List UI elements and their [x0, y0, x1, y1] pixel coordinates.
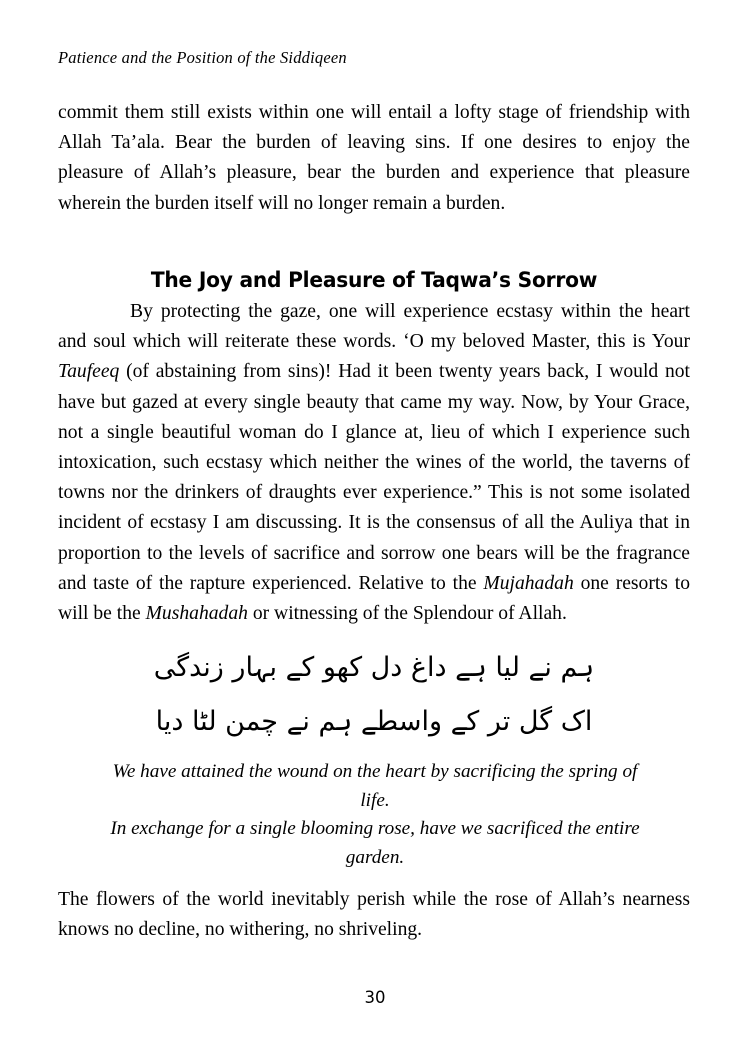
main-text-part-4: or witnessing of the Splendour of Allah. — [247, 603, 567, 625]
term-taufeeq: Taufeeq — [58, 361, 120, 383]
urdu-couplet-line-2: اک گل تر کے واسطے ہم نے چمن لٹا دیا — [155, 706, 593, 737]
main-text-part-1: By protecting the gaze, one will experience ecstasy within the heart and soul which will reiterate these words. ‘O my beloved Master, this is Your — [58, 301, 690, 353]
section-heading: The Joy and Pleasure of Taqwa’s Sorrow — [150, 267, 598, 293]
verse-translation-line-4: garden. — [345, 846, 405, 868]
verse-translation-line-1: We have attained the wound on the heart by sacrificing the spring of — [112, 761, 638, 782]
main-text-part-2: (of abstaining from sins)! Had it been twenty years back, I would not have but gazed at every single beauty that came my way. Now, by Your Grace, not a single beautiful woman do I glance at, lieu of which I experience such intoxication, such ecstasy which neither the wines of the world, the taverns of towns nor the drinkers of draughts ever experience.” This is not some isolated incident of ecstasy I am discussing. It is the consensus of all the Auliya that in proportion to the levels of sacrifice and sorrow one bears will be the fragrance and taste of the rapture experienced. Relative to the — [58, 361, 690, 594]
term-mujahadah: Mujahadah — [483, 572, 574, 594]
running-head: Patience and the Position of the Siddiqeen — [58, 48, 347, 67]
page-number: 30 — [364, 988, 386, 1007]
urdu-couplet-line-1: ہم نے لیا ہے داغ دل کھو کے بہار زندگی — [153, 652, 595, 683]
paragraph-main — [58, 297, 690, 629]
verse-translation — [62, 758, 688, 872]
paragraph-opening: commit them still exists within one will entail a lofty stage of friendship with Allah Ta’ala. Bear the burden of leaving sins. If one desires to enjoy the pleasure of Allah’s pleasure, bear the burden and experience that pleasure wherein the burden itself will no longer remain a burden. — [58, 102, 690, 214]
paragraph-closing: The flowers of the world inevitably perish while the rose of Allah’s nearness knows no decline, no withering, no shriveling. — [58, 889, 690, 941]
term-mushahadah: Mushahadah — [145, 603, 248, 625]
main-text-part-3: one resorts to will be the — [58, 572, 691, 625]
verse-translation-line-3: In exchange for a single blooming rose, have we sacrificed the entire — [110, 818, 640, 839]
verse-translation-line-2: life. — [360, 789, 390, 811]
